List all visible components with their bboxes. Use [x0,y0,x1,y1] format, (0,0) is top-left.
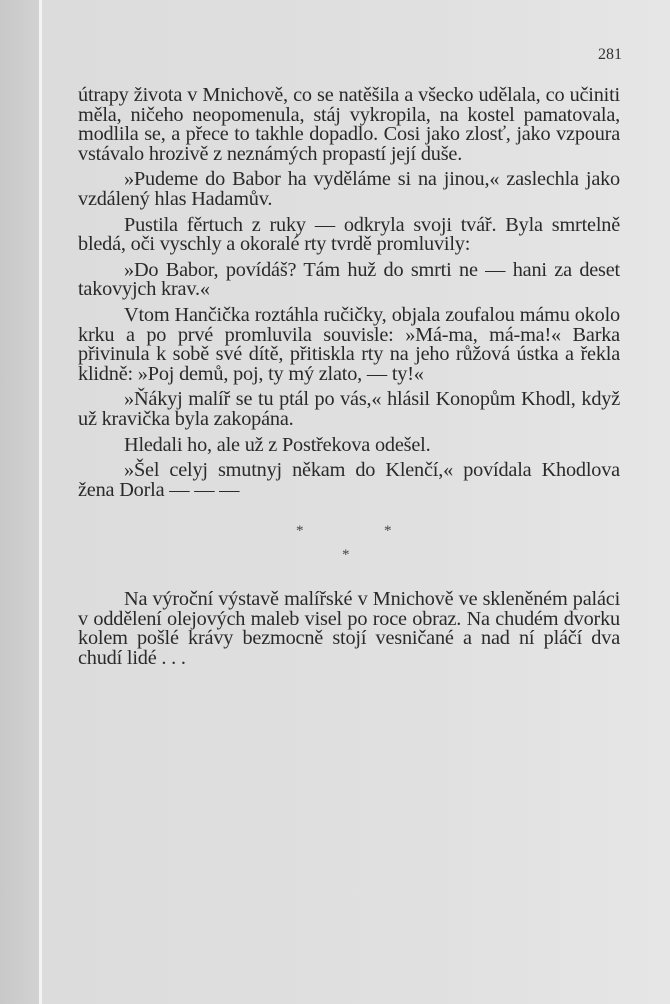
page-number: 281 [598,46,622,63]
asterisk: * [342,547,350,564]
paragraph: »Pudeme do Babor ha vyděláme si na jinou,« zaslechla jako vzdálený hlas Hadamův. [78,168,620,210]
paragraph: Na výroční výstavě malířské v Mnichově ve skleněném paláci v oddělení olejových maleb visel po roce obraz. Na chudém dvorku kolem pošlé krávy bezmocně stojí vesničané a nad ní pláčí dva chudí lidé . . . [78,588,620,670]
paragraph: »Ňákyj malíř se tu ptál po vás,« hlásil Konopům Khodl, když už kravička byla zakopána. [78,388,620,430]
asterisk: * [296,523,304,540]
page-text [78,86,620,669]
asterisk: * [384,523,392,540]
section-separator [78,522,620,584]
previous-page-edge [0,0,39,1004]
paragraph: Pustila fěrtuch z ruky — odkryla svoji tvář. Byla smrtelně bledá, oči vyschly a okoralé rty tvrdě promluvily: [78,213,620,256]
paragraph: Vtom Hančička roztáhla ručičky, objala zoufalou mámu okolo krku a po prvé promluvila souvisle: »Má-ma, má-ma!« Barka přivinula k sobě své dítě, přitiskla rty na jeho růžová ústka a řekla klidně: »Poj demů, poj, ty mý zlato, — ty!« [78,303,620,385]
paragraph: útrapy života v Mnichově, co se natěšila a všecko udělala, co učiniti měla, ničeho neopomenula, stáj vykropila, na kostel pamatovala, modlila se, a přece to takhle dopadlo. Cosi jako zlosť, jako vzpoura vstávalo hrozivě z neznámých propastí její duše. [78,84,620,165]
paragraph: »Šel celyj smutnyj někam do Klenčí,« povídala Khodlova žena Dorla — — — [78,459,620,501]
paragraph: Hledali ho, ale už z Postřekova odešel. [124,433,431,456]
paragraph: »Do Babor, povídáš? Tám huž do smrti ne — hani za deset takovyjch krav.« [78,258,620,301]
